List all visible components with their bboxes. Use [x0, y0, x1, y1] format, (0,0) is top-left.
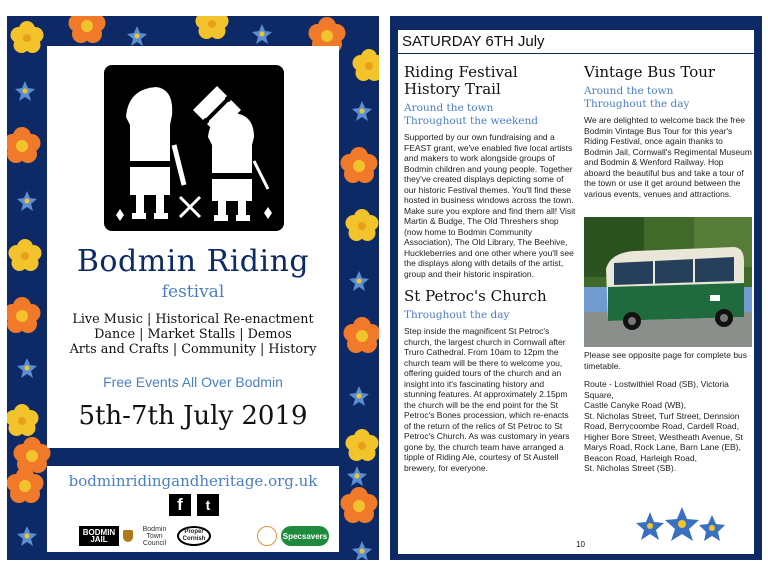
bus-tour-body: We are delighted to welcome back the free Bodmin Vintage Bus Tour for this year's Riding Festival, once again thanks to Bodmin Jail, Cornwall's Regimental Museum and Bodmin & Wenford Railway. Hop aboard the beautiful bus and take a tour of the town or use it get around between the various events, venues and attractions.	[584, 115, 752, 199]
two-figures-illustration	[104, 65, 284, 231]
festival-illustration	[104, 65, 284, 231]
bus-route: Route - Lostwithiel Road (SB), Victoria Square, Castle Canyke Road (WB), St. Nicholas Street, Turf Street, Dennsion Road, Berrycoombe Road, Cardell Road, Higher Bore Street, Westheath Avenue, St Marys Road, Rock Lane, Barn Lane (EB), Beacon Road, Harleigh Road, St. Nicholas Street (SB).	[584, 379, 743, 473]
specsavers-logo: Specsavers	[281, 526, 329, 546]
website-link[interactable]: bodminridingandheritage.org.uk	[68, 472, 318, 490]
programme-content	[398, 30, 754, 554]
sponsor-logo	[215, 526, 253, 546]
left-column	[404, 64, 576, 473]
bus-timetable-info	[584, 350, 752, 474]
town-council-logo	[123, 526, 173, 546]
bodmin-jail-logo: BODMIN JAIL	[79, 526, 119, 546]
page-header: SATURDAY 6TH July	[398, 30, 754, 54]
festival-title: Bodmin Riding	[76, 244, 310, 279]
facebook-icon[interactable]: f	[169, 494, 191, 516]
history-trail-title: Riding Festival History Trail	[404, 63, 518, 98]
town-council-label: Bodmin Town Council	[142, 525, 167, 547]
history-trail-where: Around the town	[404, 102, 494, 114]
activity-line: Live Music | Historical Re-enactment	[72, 312, 314, 327]
cornwall-logo: Proper Cornish	[177, 526, 211, 546]
activity-line: Dance | Market Stalls | Demos	[94, 327, 292, 342]
history-trail-when: Throughout the weekend	[404, 115, 539, 127]
festival-dates: 5th-7th July 2019	[78, 401, 308, 431]
right-column	[584, 64, 752, 199]
bus-tour-title: Vintage Bus Tour	[584, 63, 716, 81]
twitter-icon[interactable]: t	[197, 494, 219, 516]
bus-tour-where: Around the town	[584, 85, 674, 97]
page-number: 10	[576, 540, 585, 549]
free-events-text: Free Events All Over Bodmin	[103, 374, 283, 390]
festival-subtitle: festival	[161, 282, 225, 302]
flowers-decoration	[630, 504, 730, 550]
round-sponsor-logo	[257, 526, 277, 546]
vintage-bus-photo	[584, 217, 752, 347]
council-crest-icon	[123, 530, 133, 542]
cover-card	[47, 46, 339, 448]
st-petroc-title: St Petroc's Church	[404, 287, 547, 305]
st-petroc-when: Throughout the day	[404, 309, 510, 321]
programme-page	[390, 16, 762, 560]
activity-line: Arts and Crafts | Community | History	[69, 342, 317, 357]
cover-footer	[47, 466, 339, 552]
cover-page	[7, 16, 379, 560]
bus-tour-when: Throughout the day	[584, 98, 690, 110]
history-trail-body: Supported by our own fundraising and a FEAST grant, we've enabled five local artists and makers to work alongside groups of Bodmin children and young people. Together they've created displays depicting some of our historic Festival themes. You'll find these hosted in business windows across the town. Make sure you explore and find them all! Visit Martin & Budge, The Old Threshers shop (now home to Bodmin Community Association), The Old Library, The Beehive, Huckleberries and one other where you'll see the displays along with details of the artist, group and their historic inspiration.	[404, 132, 576, 279]
timetable-note: Please see opposite page for complete bus timetable.	[584, 350, 748, 371]
festival-activities	[47, 312, 339, 357]
st-petroc-body: Step inside the magnificent St Petroc's church, the largest church in Cornwall after Truro Cathedral. From 10am to 12pm the church team will be there to welcome you, offering guided tours of the church and an insight into it's fascinating history and stunning features. At approximately 2.15pm the church will be the end point for the St Petroc's Bones procession, which re-enacts of the return of the relics of St Petroc to St Petroc's Church. As was customary in years gone by, the church team have arranged a tipple of Riding Ale, courtesy of St Austell brewery, for everyone.	[404, 326, 570, 473]
